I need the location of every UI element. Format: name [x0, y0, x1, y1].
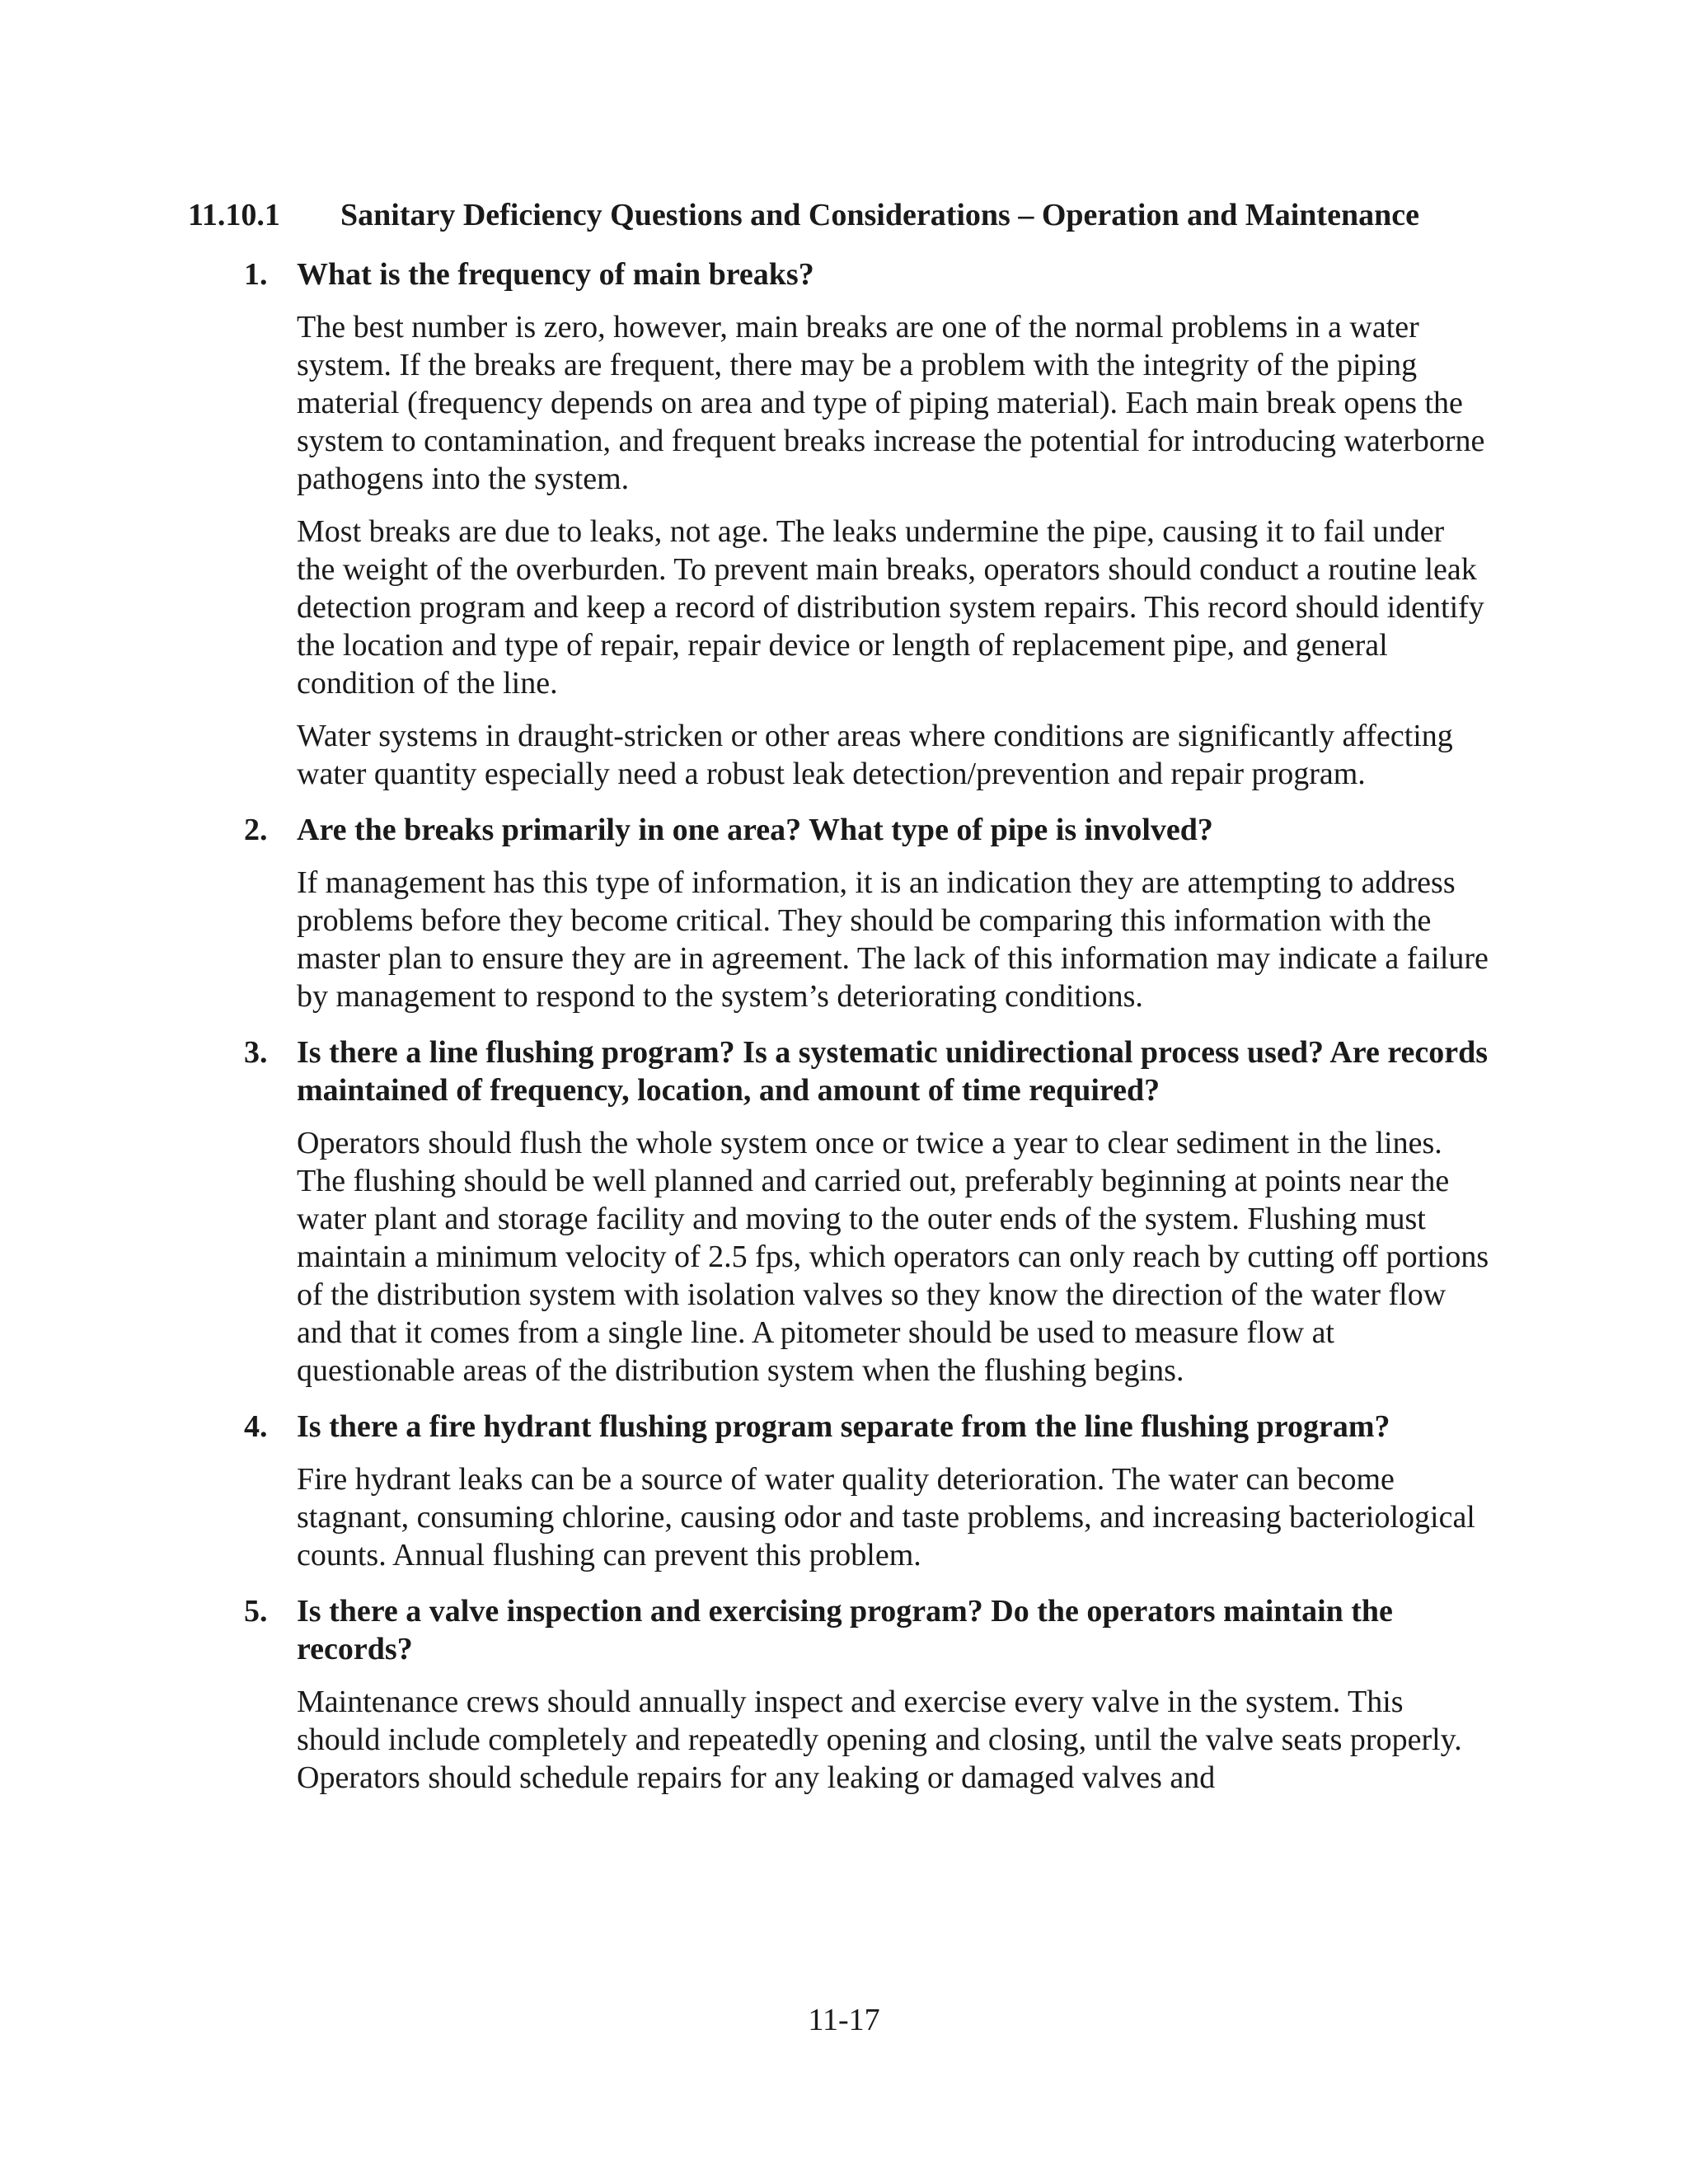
body-paragraph: Operators should flush the whole system once or twice a year to clear sediment in the lines. The flushing should be well planned and carried out, preferably beginning at points near the water plant and storage facility and moving to the outer ends of the system. Flushing must maintain a minimum velocity of 2.5 fps, which operators can only reach by cutting off portions of the distribution system with isolation valves so they know the direction of the water flow and that it comes from a single line. A pitometer should be used to measure flow at questionable areas of the distribution system when the flushing begins. — [297, 1126, 1489, 1388]
question-heading — [244, 1033, 1490, 1109]
body-paragraph: Most breaks are due to leaks, not age. The leaks undermine the pipe, causing it to fail under the weight of the overburden. To prevent main breaks, operators should conduct a routine leak detection program and keep a record of distribution system repairs. This record should identify the location and type of repair, repair device or length of replacement pipe, and general condition of the line. — [297, 514, 1484, 701]
answer-body — [244, 864, 1490, 1015]
answer-body — [244, 1460, 1490, 1574]
question-heading — [244, 811, 1490, 849]
answer-body — [244, 1683, 1490, 1797]
section-number: 11.10.1 — [188, 198, 280, 232]
question-heading — [244, 1408, 1490, 1446]
body-paragraph: If management has this type of information, it is an indication they are attempting to address problems before they become critical. They should be comparing this information with the master plan to ensure they are in agreement. The lack of this information may indicate a failure by management to respond to the system’s deteriorating conditions. — [297, 865, 1489, 1014]
page-number: 11-17 — [808, 2003, 880, 2037]
item-number: 5. — [244, 1594, 268, 1629]
body-paragraph: Fire hydrant leaks can be a source of water quality deterioration. The water can become stagnant, consuming chlorine, causing odor and taste problems, and increasing bacteriological counts. Annual flushing can prevent this problem. — [297, 1462, 1475, 1572]
body-paragraph: Water systems in draught-stricken or other areas where conditions are significantly affecting water quantity especially need a robust leak detection/prevention and repair program. — [297, 719, 1453, 791]
question-heading — [244, 255, 1490, 293]
body-paragraph: The best number is zero, however, main breaks are one of the normal problems in a water system. If the breaks are frequent, there may be a problem with the integrity of the piping material (frequency depends on area and type of piping material). Each main break opens the system to contamination, and frequent breaks increase the potential for introducing waterborne pathogens into the system. — [297, 310, 1485, 496]
item-number: 3. — [244, 1035, 268, 1070]
question-text: Are the breaks primarily in one area? What type of pipe is involved? — [297, 813, 1213, 847]
section-heading — [188, 196, 1507, 234]
question-text: Is there a line flushing program? Is a systematic unidirectional process used? Are records maintained of frequency, location, and amount of time required? — [297, 1035, 1489, 1108]
item-number: 4. — [244, 1409, 268, 1444]
body-paragraph: Maintenance crews should annually inspect and exercise every valve in the system. This should include completely and repeatedly opening and closing, until the valve seats properly. Operators should schedule repairs for any leaking or damaged valves and — [297, 1685, 1462, 1795]
question-text: Is there a valve inspection and exercising program? Do the operators maintain the records? — [297, 1594, 1393, 1666]
answer-body — [244, 1124, 1490, 1390]
item-number: 1. — [244, 257, 268, 292]
question-heading — [244, 1592, 1490, 1668]
list-item — [244, 1408, 1490, 1574]
section-title: Sanitary Deficiency Questions and Considerations – Operation and Maintenance — [340, 198, 1419, 232]
item-number: 2. — [244, 813, 268, 847]
list-item — [244, 1592, 1490, 1797]
list-item — [244, 255, 1490, 793]
list-item — [244, 811, 1490, 1015]
list-item — [244, 1033, 1490, 1390]
question-list — [244, 255, 1490, 1815]
answer-body — [244, 308, 1490, 793]
question-text: Is there a fire hydrant flushing program separate from the line flushing program? — [297, 1409, 1390, 1444]
question-text: What is the frequency of main breaks? — [297, 257, 814, 292]
